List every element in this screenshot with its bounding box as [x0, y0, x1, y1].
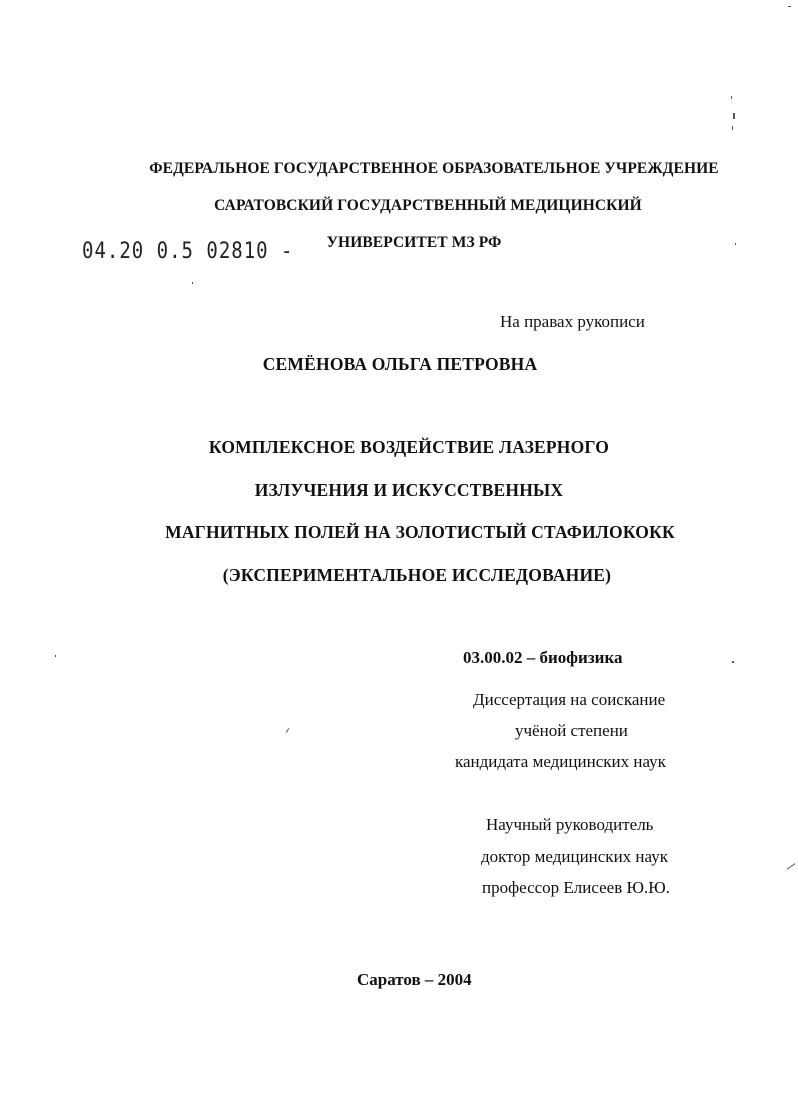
scan-speck: [732, 126, 733, 130]
scan-speck: [192, 282, 193, 284]
dissertation-line-3: кандидата медицинских наук: [455, 752, 666, 771]
manuscript-note: На правах рукописи: [500, 312, 645, 331]
scan-speck: [735, 243, 736, 245]
supervisor-line-3: профессор Елисеев Ю.Ю.: [482, 878, 670, 897]
scan-speck: [286, 728, 289, 733]
institution-line-3: УНИВЕРСИТЕТ МЗ РФ: [326, 234, 502, 251]
scan-speck: [788, 6, 791, 7]
scan-speck: [731, 96, 732, 99]
registration-stamp-code: 04.20 0.5 02810 -: [82, 238, 294, 264]
dissertation-title-line-2: ИЗЛУЧЕНИЯ И ИСКУССТВЕННЫХ: [254, 480, 564, 500]
institution-line-1: ФЕДЕРАЛЬНОЕ ГОСУДАРСТВЕННОЕ ОБРАЗОВАТЕЛЬНОЕ УЧРЕЖДЕНИЕ: [149, 160, 719, 177]
supervisor-line-2: доктор медицинских наук: [481, 847, 668, 866]
dissertation-line-1: Диссертация на соискание: [473, 690, 666, 709]
scan-speck: [787, 863, 796, 870]
city-year-footer: Саратов – 2004: [357, 970, 472, 989]
author-name: СЕМЁНОВА ОЛЬГА ПЕТРОВНА: [262, 354, 538, 374]
dissertation-title-line-1: КОМПЛЕКСНОЕ ВОЗДЕЙСТВИЕ ЛАЗЕРНОГО: [208, 437, 610, 457]
dissertation-line-2: учёной степени: [515, 721, 628, 740]
specialty-code: 03.00.02 – биофизика: [463, 648, 623, 667]
dissertation-title-line-3: МАГНИТНЫХ ПОЛЕЙ НА ЗОЛОТИСТЫЙ СТАФИЛОКОКК: [165, 522, 675, 542]
scan-speck: [55, 655, 56, 657]
institution-line-2: САРАТОВСКИЙ ГОСУДАРСТВЕННЫЙ МЕДИЦИНСКИЙ: [214, 197, 642, 214]
scan-speck: [732, 661, 734, 663]
scan-speck: [733, 113, 735, 119]
dissertation-title-line-4: (ЭКСПЕРИМЕНТАЛЬНОЕ ИССЛЕДОВАНИЕ): [222, 565, 612, 585]
supervisor-line-1: Научный руководитель: [486, 815, 654, 834]
